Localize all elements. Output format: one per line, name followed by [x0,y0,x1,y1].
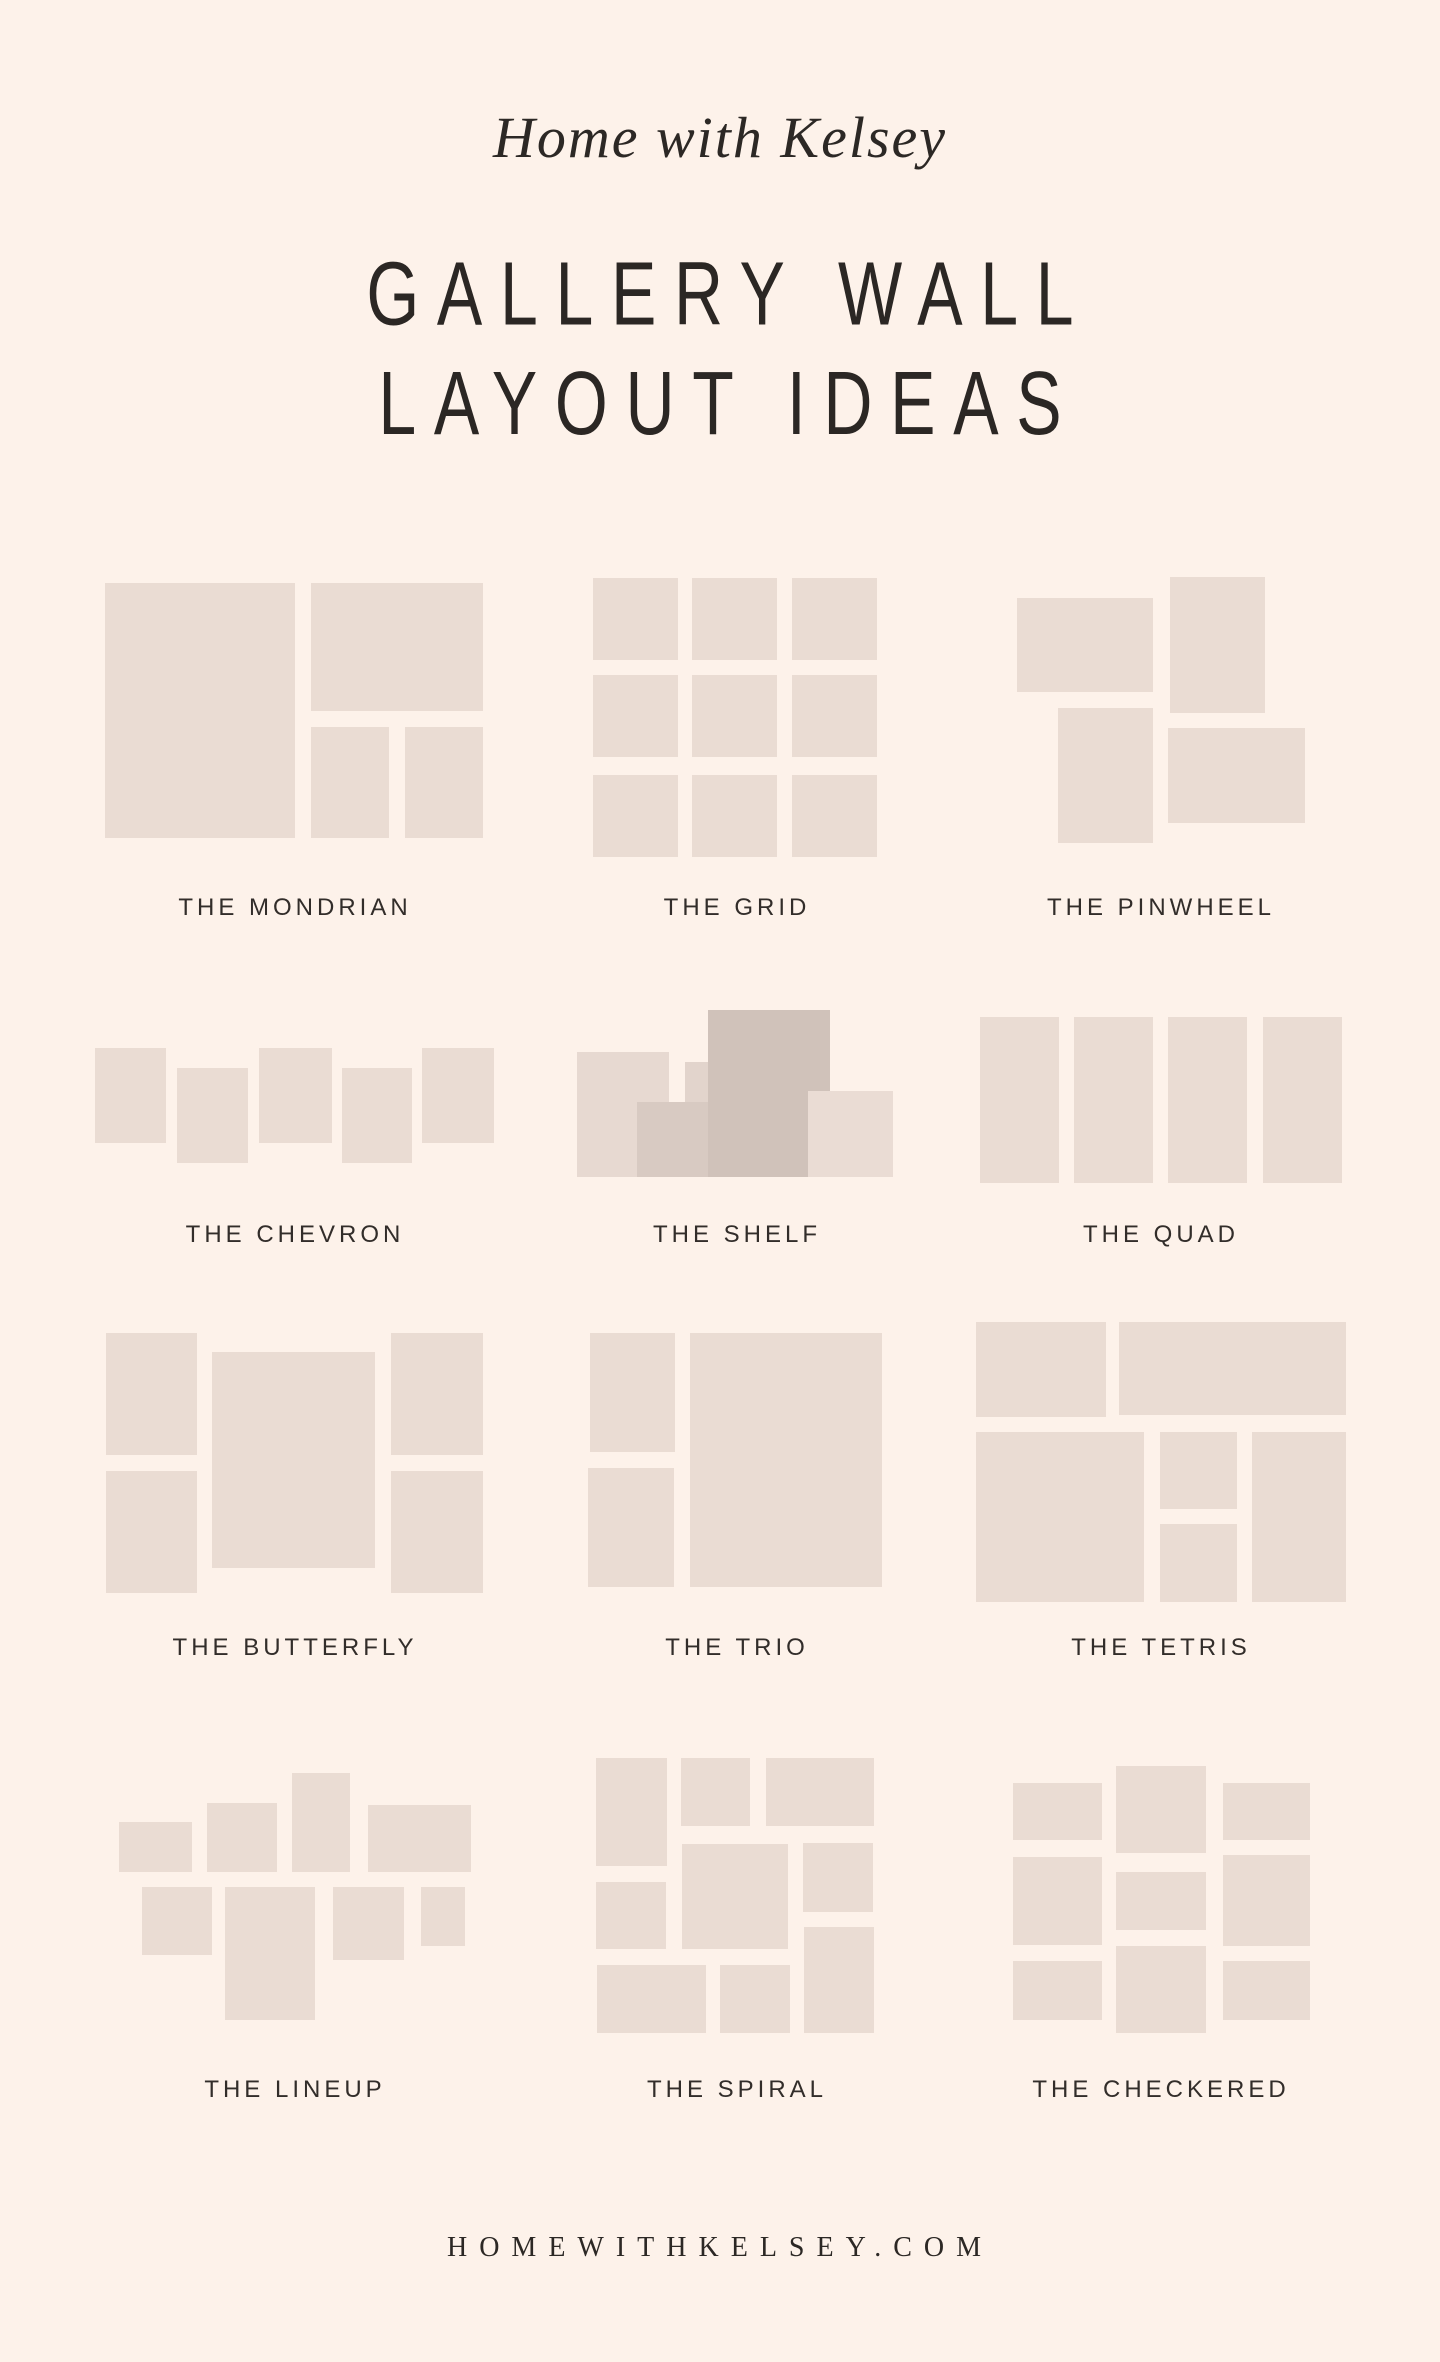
title-line-1: GALLERY WALL [366,243,1092,345]
layout-the-shelf [577,1010,893,1177]
layout-label-the-lineup: THE LINEUP [204,2076,386,2103]
layout-the-butterfly [106,1333,483,1593]
frame-rect [1223,1855,1310,1946]
frame-rect [391,1471,483,1593]
frame-rect [1223,1783,1310,1840]
frame-rect [1252,1432,1346,1602]
layout-label-the-butterfly: THE BUTTERFLY [172,1634,418,1661]
frame-rect [637,1102,712,1177]
frame-rect [976,1322,1106,1417]
frame-rect [105,583,295,838]
frame-rect [597,1965,706,2033]
frame-rect [1116,1872,1206,1930]
frame-rect [421,1887,465,1946]
frame-rect [590,1333,675,1452]
frame-rect [692,775,777,857]
frame-rect [690,1333,882,1587]
frame-rect [1074,1017,1153,1183]
layout-the-spiral [596,1758,874,2033]
frame-rect [1017,598,1153,692]
frame-rect [593,578,678,660]
frame-rect [95,1048,166,1143]
frame-rect [980,1017,1059,1183]
layout-the-trio [588,1333,882,1587]
frame-rect [119,1822,192,1872]
frame-rect [1168,1017,1247,1183]
frame-rect [682,1844,788,1949]
layout-label-the-chevron: THE CHEVRON [185,1221,405,1248]
frame-rect [1116,1766,1206,1853]
layout-the-lineup [119,1773,471,2020]
frame-rect [368,1805,471,1872]
frame-rect [207,1803,277,1872]
frame-rect [106,1333,197,1455]
frame-rect [803,1843,873,1912]
frame-rect [1013,1961,1102,2020]
frame-rect [976,1432,1144,1602]
frame-rect [692,578,777,660]
layout-label-the-checkered: THE CHECKERED [1032,2076,1290,2103]
layout-label-the-shelf: THE SHELF [652,1221,822,1248]
frame-rect [292,1773,350,1872]
layout-label-the-spiral: THE SPIRAL [646,2076,828,2103]
frame-rect [766,1758,874,1826]
frame-rect [1013,1857,1102,1945]
frame-rect [681,1758,750,1826]
frame-rect [692,675,777,757]
layout-label-the-pinwheel: THE PINWHEEL [1046,894,1276,921]
frame-rect [1058,708,1153,843]
layout-label-the-trio: THE TRIO [665,1634,809,1661]
frame-rect [1168,728,1305,823]
layout-the-checkered [1013,1766,1310,2033]
frame-rect [422,1048,494,1143]
frame-rect [593,775,678,857]
frame-rect [106,1471,197,1593]
frame-rect [1170,577,1265,713]
frame-rect [1119,1322,1346,1415]
layout-label-the-grid: THE GRID [663,894,811,921]
frame-rect [1160,1524,1237,1602]
frame-rect [142,1887,212,1955]
frame-rect [177,1068,248,1163]
frame-rect [259,1048,332,1143]
frame-rect [333,1887,404,1960]
layout-label-the-tetris: THE TETRIS [1071,1634,1251,1661]
frame-rect [593,675,678,757]
frame-rect [1116,1946,1206,2033]
frame-rect [588,1468,674,1587]
frame-rect [720,1965,790,2033]
frame-rect [225,1887,315,2020]
website-url: HOMEWITHKELSEY.COM [446,2232,994,2263]
frame-rect [311,583,483,711]
layout-the-tetris [976,1322,1346,1602]
layout-the-quad [980,1017,1342,1183]
frame-rect [792,775,877,857]
frame-rect [405,727,483,838]
frame-rect [596,1882,666,1949]
frame-rect [311,727,389,838]
frame-rect [792,578,877,660]
frame-rect [342,1068,412,1163]
frame-rect [1013,1783,1102,1840]
frame-rect [808,1091,893,1177]
frame-rect [792,675,877,757]
frame-rect [1263,1017,1342,1183]
frame-rect [804,1927,874,2033]
layout-the-grid [593,578,877,857]
layout-the-chevron [95,1048,494,1163]
layout-the-pinwheel [1017,577,1305,843]
frame-rect [1160,1432,1237,1509]
title-line-2: LAYOUT IDEAS [378,353,1080,454]
frame-rect [391,1333,483,1455]
layout-label-the-quad: THE QUAD [1082,1221,1240,1248]
frame-rect [1223,1961,1310,2020]
frame-rect [212,1352,375,1568]
layout-the-mondrian [105,583,483,838]
frame-rect [596,1758,667,1866]
brand-script-logo: Home with Kelsey [492,105,948,170]
layout-label-the-mondrian: THE MONDRIAN [178,894,412,921]
